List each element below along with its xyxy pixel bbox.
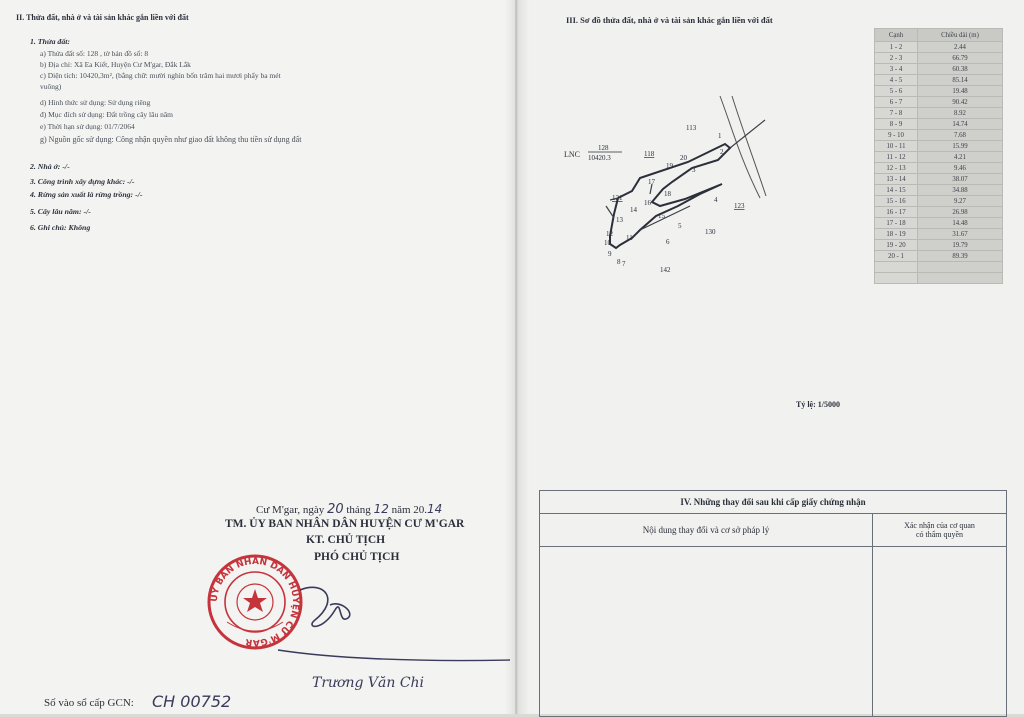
item-notes: 6. Ghi chú: Không [30, 223, 91, 232]
segment-empty-row [875, 262, 1003, 273]
segment-row [875, 218, 1003, 229]
segment-edge: 17 - 18 [875, 218, 918, 229]
land-usage-form: d) Hình thức sử dụng: Sử dụng riêng [40, 98, 151, 107]
neighbor-130: 130 [705, 228, 716, 236]
segment-row [875, 42, 1003, 53]
segment-length: 8.92 [918, 108, 1003, 119]
sign-org: TM. ỦY BAN NHÂN DÂN HUYỆN CƯ M'GAR [225, 518, 465, 530]
parcel-map [560, 88, 790, 288]
segment-length: 7.68 [918, 130, 1003, 141]
segment-length: 60.38 [918, 64, 1003, 75]
neighbor-142: 142 [660, 266, 671, 274]
item-forest: 4. Rừng sản xuất là rừng trồng: -/- [30, 190, 143, 199]
segment-edge: 20 - 1 [875, 251, 918, 262]
changes-col-confirm: Xác nhận của cơ quan có thẩm quyền [873, 514, 1007, 547]
neighbor-118: 118 [644, 150, 655, 158]
sign-date: Cư M'gar, ngày 20 tháng 12 năm 20.14 [256, 502, 443, 517]
segment-length: 90.42 [918, 97, 1003, 108]
segment-row [875, 97, 1003, 108]
segment-row [875, 240, 1003, 251]
registry-value: CH 00752 [152, 692, 232, 711]
segment-length: 26.98 [918, 207, 1003, 218]
land-usage-purpose: đ) Mục đích sử dụng: Đất trồng cây lâu năm [40, 110, 173, 119]
point-1: 1 [718, 132, 722, 140]
segment-length: 38.07 [918, 174, 1003, 185]
segment-edge: 10 - 11 [875, 141, 918, 152]
item-house: 2. Nhà ở: -/- [30, 162, 70, 171]
map-scale: Tỷ lệ: 1/5000 [796, 400, 840, 409]
segment-row [875, 152, 1003, 163]
land-heading: 1. Thửa đất: [30, 37, 70, 46]
neighbor-113: 113 [686, 124, 697, 132]
segment-length: 9.46 [918, 163, 1003, 174]
point-18: 18 [664, 190, 671, 198]
segment-edge: 6 - 7 [875, 97, 918, 108]
point-12: 12 [606, 230, 613, 238]
changes-content-cell [540, 547, 873, 717]
point-9: 9 [608, 250, 612, 258]
point-16: 16 [644, 199, 651, 207]
segment-length: 15.99 [918, 141, 1003, 152]
land-address: b) Địa chỉ: Xã Ea Kiết, Huyện Cư M'gar, Đắk Lắk [40, 60, 191, 69]
segment-length: 85.14 [918, 75, 1003, 86]
segment-row [875, 163, 1003, 174]
point-3: 3 [692, 166, 696, 174]
segment-length: 66.79 [918, 53, 1003, 64]
segment-row [875, 229, 1003, 240]
segment-edge: 19 - 20 [875, 240, 918, 251]
segment-row [875, 53, 1003, 64]
segment-header-edge: Cạnh [875, 29, 918, 42]
segment-length: 19.79 [918, 240, 1003, 251]
segment-edge: 1 - 2 [875, 42, 918, 53]
segment-edge: 18 - 19 [875, 229, 918, 240]
point-7: 7 [622, 260, 626, 268]
segment-length: 19.48 [918, 86, 1003, 97]
point-19: 19 [666, 162, 673, 170]
segment-row [875, 86, 1003, 97]
map-lnc: LNC [564, 150, 580, 159]
map-parcel: 128 [598, 144, 609, 152]
item-other-construction: 3. Công trình xây dựng khác: -/- [30, 177, 135, 186]
segment-row [875, 75, 1003, 86]
point-11: 11 [626, 234, 633, 242]
neighbor-121: 121 [612, 194, 623, 202]
signature-scribble [270, 570, 520, 665]
land-area-cont: vuông) [40, 82, 62, 91]
segment-length: 31.67 [918, 229, 1003, 240]
segment-length: 2.44 [918, 42, 1003, 53]
segment-edge: 16 - 17 [875, 207, 918, 218]
segment-row [875, 185, 1003, 196]
segment-edge: 7 - 8 [875, 108, 918, 119]
segment-row [875, 251, 1003, 262]
segment-edge: 14 - 15 [875, 185, 918, 196]
segment-row [875, 119, 1003, 130]
segment-length: 14.48 [918, 218, 1003, 229]
point-5: 5 [678, 222, 682, 230]
segment-length: 4.21 [918, 152, 1003, 163]
segment-edge: 12 - 13 [875, 163, 918, 174]
segment-length: 89.39 [918, 251, 1003, 262]
point-17: 17 [648, 178, 655, 186]
segment-edge: 15 - 16 [875, 196, 918, 207]
item-perennial-trees: 5. Cây lâu năm: -/- [30, 207, 91, 216]
section-ii-title: II. Thửa đất, nhà ở và tài sản khác gắn liền với đất [16, 13, 189, 22]
segment-row [875, 174, 1003, 185]
segment-row [875, 207, 1003, 218]
segment-edge: 3 - 4 [875, 64, 918, 75]
changes-confirm-cell [873, 547, 1007, 717]
segment-row [875, 64, 1003, 75]
map-area: 10420.3 [588, 154, 611, 162]
segment-edge: 8 - 9 [875, 119, 918, 130]
segment-edge: 9 - 10 [875, 130, 918, 141]
land-usage-term: e) Thời hạn sử dụng: 01/7/2064 [40, 122, 135, 131]
land-parcel-number: a) Thửa đất số: 128 , tờ bản đồ số: 8 [40, 49, 149, 58]
section-iii-title: III. Sơ đồ thửa đất, nhà ở và tài sản khác gắn liền với đất [566, 15, 773, 25]
point-2: 2 [720, 148, 724, 156]
segment-edge: 13 - 14 [875, 174, 918, 185]
point-10: 10 [604, 239, 611, 247]
point-4: 4 [714, 196, 718, 204]
segment-edge: 2 - 3 [875, 53, 918, 64]
registry-label: Số vào sổ cấp GCN: [44, 697, 134, 709]
segment-length: 9.27 [918, 196, 1003, 207]
segment-edge: 5 - 6 [875, 86, 918, 97]
point-14: 14 [630, 206, 637, 214]
segment-header-length: Chiều dài (m) [918, 29, 1003, 42]
seal-text: ỦY BAN NHÂN DÂN HUYỆN CƯ M'GAR [209, 556, 301, 648]
sign-role: PHÓ CHỦ TỊCH [314, 551, 400, 563]
changes-col-content: Nội dung thay đổi và cơ sở pháp lý [540, 514, 873, 547]
point-15: 15 [658, 212, 665, 220]
point-13: 13 [616, 216, 623, 224]
point-6: 6 [666, 238, 670, 246]
segment-row [875, 141, 1003, 152]
changes-title: IV. Những thay đổi sau khi cấp giấy chứng nhận [540, 491, 1007, 514]
segment-length: 34.88 [918, 185, 1003, 196]
neighbor-123: 123 [734, 202, 745, 210]
segment-length: 14.74 [918, 119, 1003, 130]
signer-name: Trương Văn Chi [312, 675, 425, 691]
segment-row [875, 130, 1003, 141]
segment-row [875, 196, 1003, 207]
segment-length-table [874, 28, 1003, 284]
segment-empty-row [875, 273, 1003, 284]
point-8: 8 [617, 258, 621, 266]
land-usage-origin: g) Nguồn gốc sử dụng: Công nhận quyền như giao đất không thu tiền sử dụng đất [40, 135, 302, 144]
segment-edge: 11 - 12 [875, 152, 918, 163]
land-area: c) Diện tích: 10420,3m², (bằng chữ: mười nghìn bốn trăm hai mươi phẩy ba mét [40, 71, 281, 80]
changes-table [539, 490, 1007, 717]
sign-kt: KT. CHỦ TỊCH [306, 534, 386, 546]
point-20: 20 [680, 154, 687, 162]
segment-edge: 4 - 5 [875, 75, 918, 86]
segment-row [875, 108, 1003, 119]
